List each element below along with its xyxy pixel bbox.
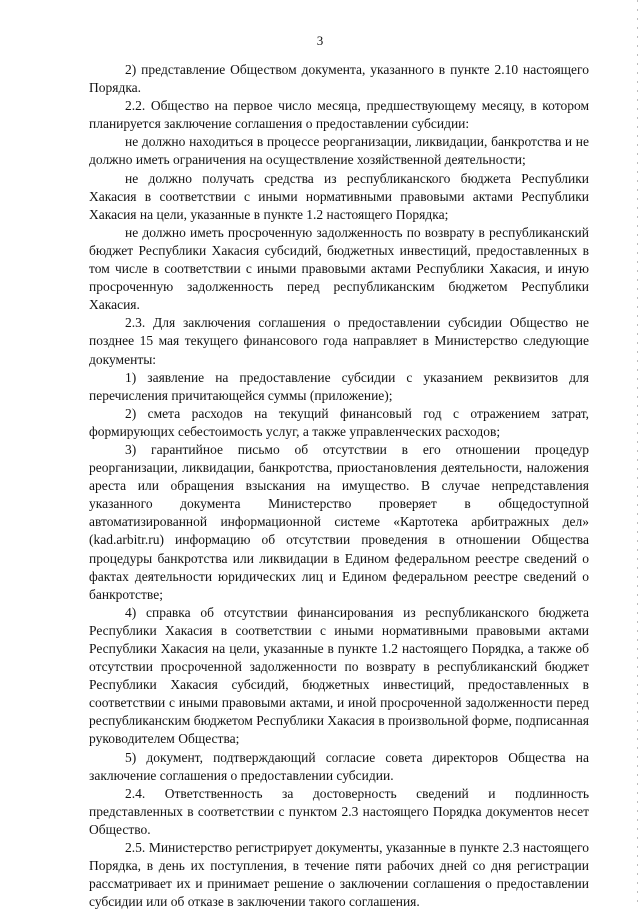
paragraph-2-5: 2.5. Министерство регистрирует документы, указанные в пункте 2.3 настоящего Порядка, в день их поступления, в течение пяти рабочих дней со дня регистрации рассматривает их и принимает решение о заключении соглашения о предоставлении субсидии или об отказе в заключении такого соглашения. bbox=[89, 840, 589, 910]
document-item-1: 1) заявление на предоставление субсидии с указанием реквизитов для перечисления причитающейся суммы (приложение); bbox=[89, 369, 589, 403]
document-item-3: 3) гарантийное письмо об отсутствии в его отношении процедур реорганизации, ликвидации, банкротства, приостановления деятельности, наложения ареста или обращения взыскания на имущество. В случае непредставления указанного документа Министерство проверяет в общедоступной автоматизированной информационной системе «Картотека арбитражных дел» (kad.arbitr.ru) информацию об отсутствии проведения в отношении Общества процедуры банкротства или ликвидации в Едином федеральном реестре сведений о фактах деятельности юридических лиц и Едином федеральном реестре сведений о банкротстве; bbox=[89, 441, 589, 602]
paragraph-2-2: 2.2. Общество на первое число месяца, предшествующему месяцу, в котором планируется заключение соглашения о предоставлении субсидии: bbox=[89, 98, 589, 132]
document-item-2: 2) смета расходов на текущий финансовый год с отражением затрат, формирующих себестоимость услуг, а также управленческих расходов; bbox=[89, 405, 589, 439]
document-item-5: 5) документ, подтверждающий согласие совета директоров Общества на заключение соглашения о предоставлении субсидии. bbox=[89, 749, 589, 783]
page-number: 3 bbox=[316, 33, 324, 48]
scan-edge-line bbox=[637, 0, 638, 905]
paragraph-2-4: 2.4. Ответственность за достоверность сведений и подлинность представленных в соответствии с пунктом 2.3 настоящего Порядка документов несет Общество. bbox=[89, 785, 589, 837]
paragraph-2-3: 2.3. Для заключения соглашения о предоставлении субсидии Общество не позднее 15 мая текущего финансового года направляет в Министерство следующие документы: bbox=[89, 315, 589, 367]
document-body bbox=[89, 61, 589, 911]
requirement-no-overdue-debt: не должно иметь просроченную задолженность по возврату в республиканский бюджет Республики Хакасия субсидий, бюджетных инвестиций, предоставленных в том числе в соответствии с иными правовыми актами Республики Хакасия, и иную просроченную задолженность перед республиканским бюджетом Республики Хакасия. bbox=[89, 224, 589, 313]
document-item-4: 4) справка об отсутствии финансирования из республиканского бюджета Республики Хакасия в соответствии с иными нормативными правовыми актами Республики Хакасия на цели, указанные в пункте 1.2 настоящего Порядка, а также об отсутствии просроченной задолженности по возврату в республиканский бюджет Республики Хакасия субсидий, бюджетных инвестиций, предоставленных в соответствии с иными правовыми актами, и иной просроченной задолженности перед республиканским бюджетом Республики Хакасия в произвольной форме, подписанная руководителем Общества; bbox=[89, 604, 589, 747]
requirement-no-other-funding: не должно получать средства из республиканского бюджета Республики Хакасия в соответствии с иными нормативными правовыми актами Республики Хакасия на цели, указанные в пункте 1.2 настоящего Порядка; bbox=[89, 170, 589, 222]
paragraph-2-item-2: 2) представление Обществом документа, указанного в пункте 2.10 настоящего Порядка. bbox=[89, 62, 589, 96]
requirement-no-reorganization: не должно находиться в процессе реорганизации, ликвидации, банкротства и не должно иметь ограничения на осуществление хозяйственной деятельности; bbox=[89, 134, 589, 168]
